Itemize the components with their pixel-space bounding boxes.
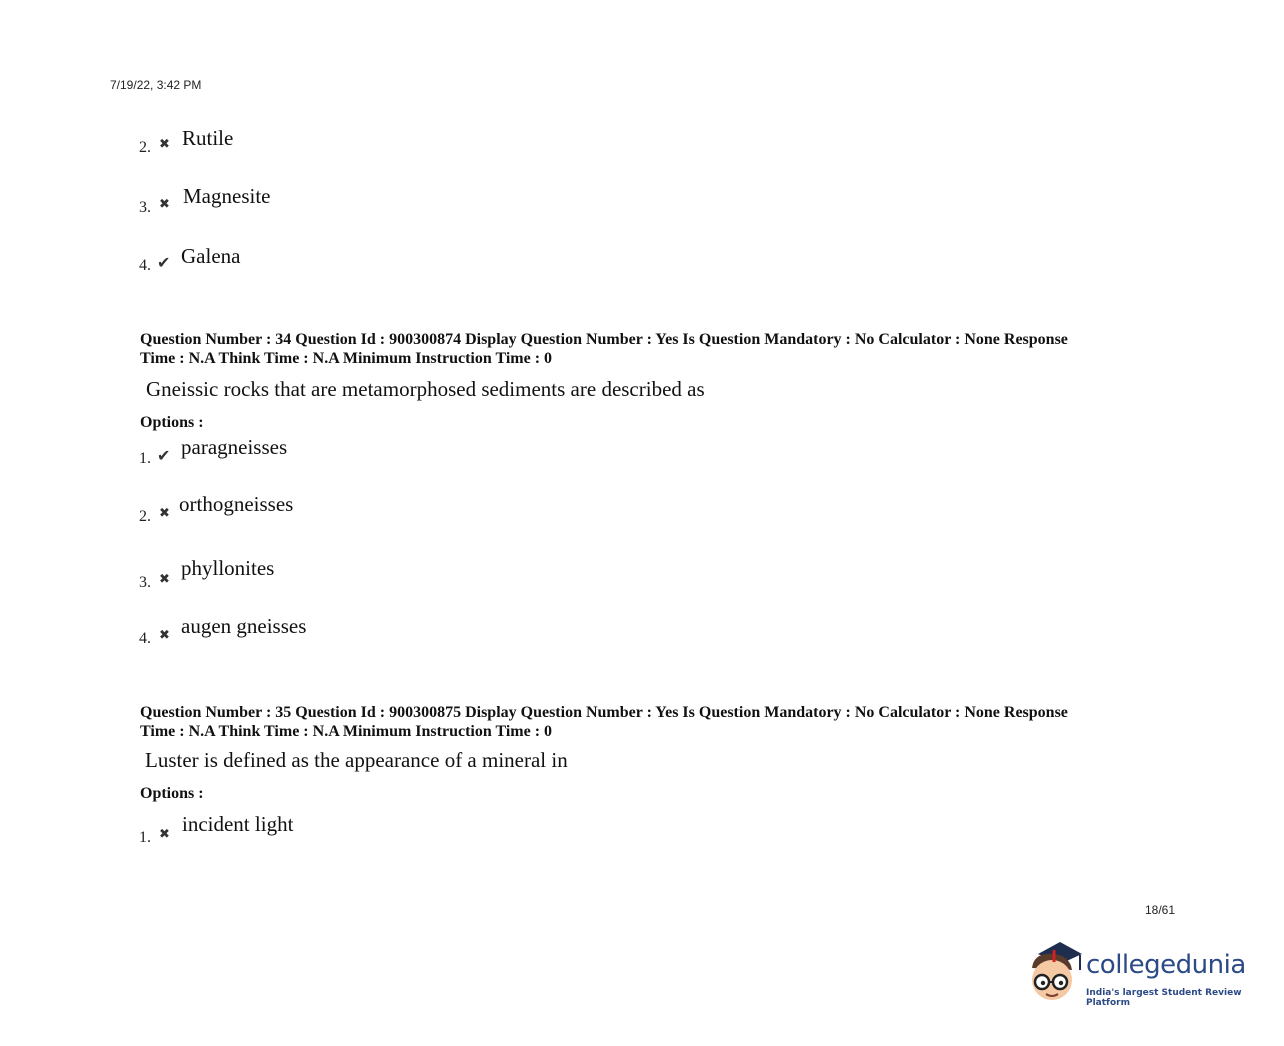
- option-number: 3.: [139, 199, 151, 216]
- question-meta-line: Question Number : 34 Question Id : 900300874 Display Question Number : Yes Is Question Mandatory : No Calculator : None Response: [140, 331, 1068, 348]
- option-text: paragneisses: [181, 435, 288, 459]
- options-label: Options :: [140, 785, 204, 802]
- question-meta: [140, 330, 1160, 368]
- question-meta-line: Time : N.A Think Time : N.A Minimum Instruction Time : 0: [140, 350, 553, 367]
- check-icon: ✔: [157, 255, 171, 272]
- option-number: 3.: [139, 574, 151, 591]
- cross-icon: ✖: [159, 627, 170, 642]
- option-number: 4.: [139, 630, 151, 647]
- option-number: 4.: [139, 257, 151, 274]
- question-meta-line: Question Number : 35 Question Id : 900300875 Display Question Number : Yes Is Question Mandatory : No Calculator : None Response: [140, 704, 1068, 721]
- option-text: augen gneisses: [181, 614, 307, 638]
- cross-icon: ✖: [159, 505, 170, 520]
- page-number: 18/61: [1145, 903, 1176, 917]
- option-text: Magnesite: [183, 184, 271, 208]
- question-meta: [140, 703, 1160, 741]
- question-text: Luster is defined as the appearance of a mineral in: [145, 748, 568, 772]
- question-meta-line: Time : N.A Think Time : N.A Minimum Instruction Time : 0: [140, 723, 553, 740]
- check-icon: ✔: [157, 448, 171, 465]
- question-text: Gneissic rocks that are metamorphosed sediments are described as: [146, 377, 705, 401]
- mascot-icon: [1024, 940, 1086, 1010]
- cross-icon: ✖: [159, 826, 170, 841]
- option-number: 1.: [139, 829, 151, 846]
- option-text: Rutile: [182, 126, 234, 150]
- option-text: incident light: [182, 812, 294, 836]
- print-timestamp: 7/19/22, 3:42 PM: [110, 78, 202, 92]
- option-text: phyllonites: [181, 556, 275, 580]
- option-number: 2.: [139, 139, 151, 156]
- option-number: 1.: [139, 450, 151, 467]
- option-number: 2.: [139, 508, 151, 525]
- option-text: Galena: [181, 244, 241, 268]
- logo-wordmark: collegedunia: [1086, 950, 1246, 980]
- cross-icon: ✖: [159, 136, 170, 151]
- cross-icon: ✖: [159, 571, 170, 586]
- option-text: orthogneisses: [179, 492, 294, 516]
- logo-tagline: India's largest Student Review Platform: [1086, 988, 1242, 1008]
- options-label: Options :: [140, 414, 204, 431]
- cross-icon: ✖: [159, 196, 170, 211]
